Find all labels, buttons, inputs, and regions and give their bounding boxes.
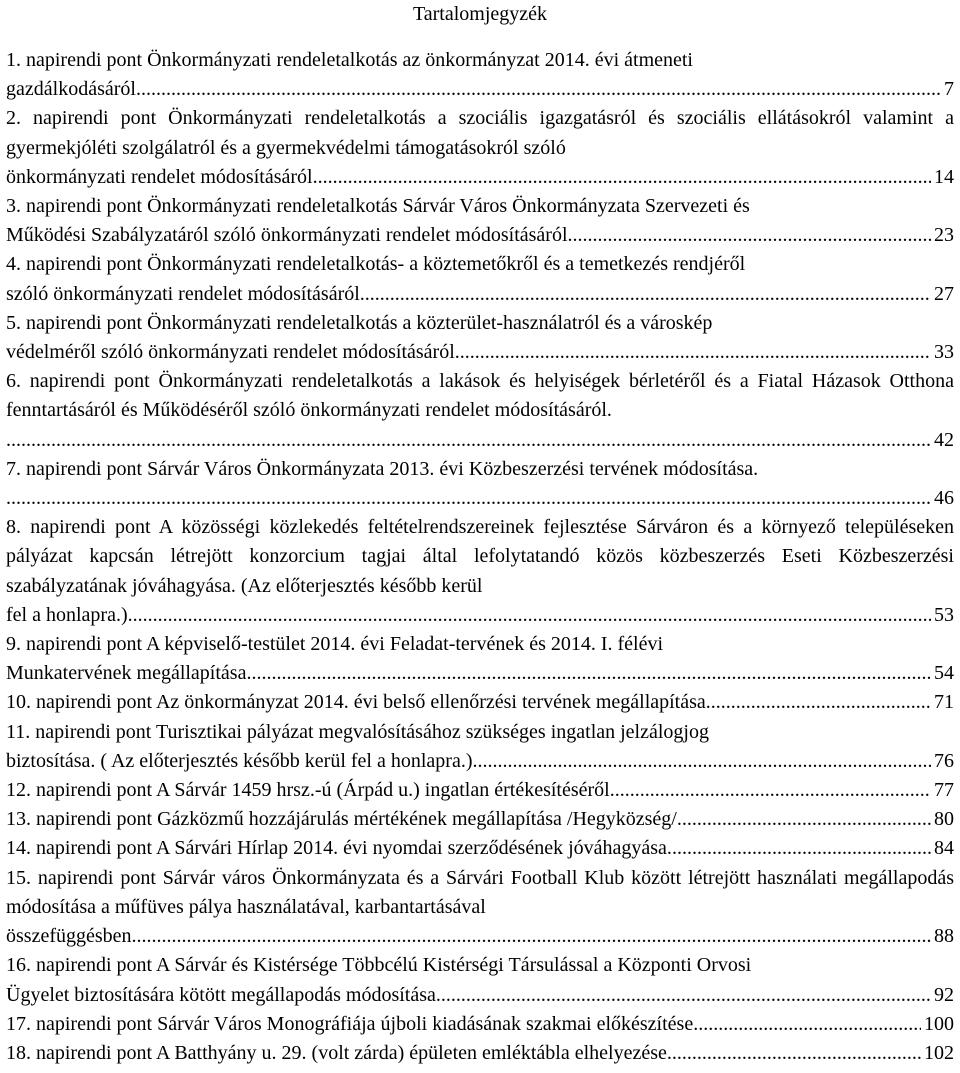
toc-entry-tail: Ügyelet biztosítására kötött megállapodás módosítása. bbox=[6, 983, 441, 1006]
toc-leader-line bbox=[6, 221, 954, 250]
document-page bbox=[6, 0, 954, 1068]
title-spacer bbox=[6, 29, 954, 46]
toc-entry-text: 16. napirendi pont A Sárvár és Kistérsége Többcélú Kistérségi Társulással a Központi Orvosi bbox=[6, 954, 752, 977]
toc-entry[interactable] bbox=[6, 104, 954, 192]
toc-dot-leader bbox=[365, 280, 931, 309]
toc-entry-tail: gazdálkodásáról. bbox=[6, 78, 141, 101]
toc-leader-line bbox=[6, 805, 954, 834]
toc-entry-tail: szóló önkormányzati rendelet módosításáról. bbox=[6, 282, 365, 305]
toc-entry-tail: Működési Szabályzatáról szóló önkormányzati rendelet módosításáról bbox=[6, 224, 568, 247]
toc-leader-line bbox=[6, 981, 954, 1010]
toc-entry[interactable] bbox=[6, 951, 954, 1009]
toc-leader-line bbox=[6, 1039, 954, 1068]
toc-entry-tail: 17. napirendi pont Sárvár Város Monográfiája újboli kiadásának szakmai előkészítése. bbox=[6, 1012, 699, 1035]
toc-entry[interactable] bbox=[6, 309, 954, 367]
toc-page-number: 14 bbox=[934, 165, 954, 188]
toc-entry-tail: önkormányzati rendelet módosításáról bbox=[6, 165, 313, 188]
toc-page-number: 77 bbox=[934, 779, 954, 802]
toc-dot-leader bbox=[137, 922, 931, 951]
toc-dot-leader bbox=[473, 747, 932, 776]
toc-dot-leader bbox=[672, 1039, 921, 1068]
toc-entry[interactable] bbox=[6, 718, 954, 776]
toc-entry-tail: 13. napirendi pont Gázközmű hozzájárulás mértékének megállapítása /Hegyközség/. bbox=[6, 808, 682, 831]
toc-dot-leader bbox=[711, 688, 931, 717]
toc-entry[interactable] bbox=[6, 367, 954, 455]
toc-page-number: 23 bbox=[934, 224, 954, 247]
toc-dot-leader bbox=[698, 1010, 921, 1039]
toc-dot-leader bbox=[6, 426, 931, 455]
toc-entry-text: 8. napirendi pont A közösségi közlekedés feltételrendszereinek fejlesztése Sárváron és a környező településeken pályázat kapcsán létrejött konzorcium tagjai által lefolytatandó közös közbeszerzés Eseti Közbeszerzési szabályzatának jóváhagyása. (Az előterjesztés később kerül bbox=[6, 516, 954, 597]
toc-leader-line bbox=[6, 601, 954, 630]
toc-leader-line bbox=[6, 75, 954, 104]
toc-dot-leader bbox=[251, 659, 931, 688]
toc-entry-text: 1. napirendi pont Önkormányzati rendeletalkotás az önkormányzat 2014. évi átmeneti bbox=[6, 49, 693, 71]
toc-entry-tail: 10. napirendi pont Az önkormányzat 2014. évi belső ellenőrzési tervének megállapítása. bbox=[6, 691, 711, 714]
toc-page-number: 84 bbox=[934, 837, 954, 860]
toc-page-number: 54 bbox=[934, 662, 954, 685]
toc-entry-text: 6. napirendi pont Önkormányzati rendeletalkotás a lakások és helyiségek bérletéről és a Fiatal Házasok Otthona fenntartásáról és Működéséről szóló önkormányzati rendelet módosításáról. bbox=[6, 370, 954, 422]
toc-leader-line bbox=[6, 688, 954, 717]
toc-entry[interactable] bbox=[6, 1039, 954, 1068]
toc-page-number: 80 bbox=[934, 808, 954, 831]
toc-entry[interactable] bbox=[6, 805, 954, 834]
toc-page-number: 33 bbox=[934, 341, 954, 364]
toc-entry-tail: Munkatervének megállapítása. bbox=[6, 662, 252, 685]
toc-dot-leader bbox=[568, 221, 931, 250]
toc-entry-text: 9. napirendi pont A képviselő-testület 2014. évi Feladat-tervének és 2014. I. félévi bbox=[6, 633, 664, 656]
toc-entry-tail: fel a honlapra.) bbox=[6, 603, 128, 626]
toc-entry-tail: 18. napirendi pont A Batthyány u. 29. (volt zárda) épületen emléktábla elhelyezése. bbox=[6, 1041, 672, 1064]
toc-entry-tail: 14. napirendi pont A Sárvári Hírlap 2014. évi nyomdai szerződésének jóváhagyása. bbox=[6, 837, 672, 860]
toc-leader-line bbox=[6, 1010, 954, 1039]
toc-entry-tail: biztosítása. ( Az előterjesztés később kerül fel a honlapra.) bbox=[6, 749, 473, 772]
toc-entry[interactable] bbox=[6, 513, 954, 630]
toc-dot-leader bbox=[615, 776, 931, 805]
toc-dot-leader bbox=[672, 834, 931, 863]
toc-page-number: 46 bbox=[934, 487, 954, 510]
toc-leader-line bbox=[6, 747, 954, 776]
toc-entry-text: 3. napirendi pont Önkormányzati rendeletalkotás Sárvár Város Önkormányzata Szervezeti és bbox=[6, 195, 750, 218]
toc-page-number: 53 bbox=[934, 603, 954, 626]
toc-title: Tartalomjegyzék bbox=[412, 3, 548, 25]
toc-entry-tail: összefüggésben. bbox=[6, 925, 137, 948]
toc-page-number: 7 bbox=[944, 78, 954, 101]
toc-dot-leader bbox=[460, 338, 931, 367]
toc-entry[interactable] bbox=[6, 192, 954, 250]
toc-page-number: 92 bbox=[934, 983, 954, 1006]
toc-page-number: 42 bbox=[934, 428, 954, 451]
toc-page-number: 102 bbox=[924, 1041, 954, 1064]
toc-entry[interactable] bbox=[6, 776, 954, 805]
toc-entry-text: 2. napirendi pont Önkormányzati rendeletalkotás a szociális igazgatásról és szociális ellátásokról valamint a gyermekjóléti szolgálatról és a gyermekvédelmi támogatásokról szóló bbox=[6, 107, 954, 159]
toc-leader-line bbox=[6, 922, 954, 951]
toc-page-number: 76 bbox=[934, 749, 954, 772]
toc-dot-leader bbox=[441, 981, 931, 1010]
toc-leader-line bbox=[6, 280, 954, 309]
toc-dot-leader bbox=[313, 163, 931, 192]
toc-leader-line bbox=[6, 338, 954, 367]
toc-page-number: 88 bbox=[934, 925, 954, 948]
toc-leader-line bbox=[6, 834, 954, 863]
toc-entry-text: 11. napirendi pont Turisztikai pályázat megvalósításához szükséges ingatlan jelzálogjog bbox=[6, 720, 709, 743]
toc-entry[interactable] bbox=[6, 250, 954, 308]
toc-dot-leader bbox=[141, 75, 941, 104]
toc-dot-leader bbox=[6, 484, 931, 513]
toc-leader-line bbox=[6, 163, 954, 192]
toc-leader-line bbox=[6, 484, 954, 513]
toc-page-number: 71 bbox=[934, 691, 954, 714]
toc-entry-text: 4. napirendi pont Önkormányzati rendeletalkotás- a köztemetőkről és a temetkezés rendjéről bbox=[6, 253, 746, 276]
toc-entry[interactable] bbox=[6, 864, 954, 952]
toc-entry[interactable] bbox=[6, 455, 954, 513]
toc-entry-tail: védelméről szóló önkormányzati rendelet módosításáról. bbox=[6, 341, 460, 364]
toc-leader-line bbox=[6, 776, 954, 805]
toc-leader-line bbox=[6, 426, 954, 455]
toc-entry-text: 15. napirendi pont Sárvár város Önkormányzata és a Sárvári Football Klub között létrejött használati megállapodás módosítása a műfüves pálya használatával, karbantartásával bbox=[6, 866, 954, 918]
toc-entry[interactable] bbox=[6, 630, 954, 688]
toc-entry[interactable] bbox=[6, 688, 954, 717]
toc-entry-tail: 12. napirendi pont A Sárvár 1459 hrsz.-ú (Árpád u.) ingatlan értékesítéséről. bbox=[6, 779, 615, 802]
toc-entry-text: 5. napirendi pont Önkormányzati rendeletalkotás a közterület-használatról és a városkép bbox=[6, 311, 713, 334]
toc-entry[interactable] bbox=[6, 1010, 954, 1039]
toc-page-number: 100 bbox=[924, 1012, 954, 1035]
toc-page-number: 27 bbox=[934, 282, 954, 305]
toc-entry[interactable] bbox=[6, 46, 954, 104]
toc-dot-leader bbox=[128, 601, 931, 630]
toc-entry-text: 7. napirendi pont Sárvár Város Önkormányzata 2013. évi Közbeszerzési tervének módosítása. bbox=[6, 457, 759, 480]
toc-leader-line bbox=[6, 659, 954, 688]
toc-list bbox=[6, 46, 954, 1068]
toc-dot-leader bbox=[682, 805, 931, 834]
toc-entry[interactable] bbox=[6, 834, 954, 863]
